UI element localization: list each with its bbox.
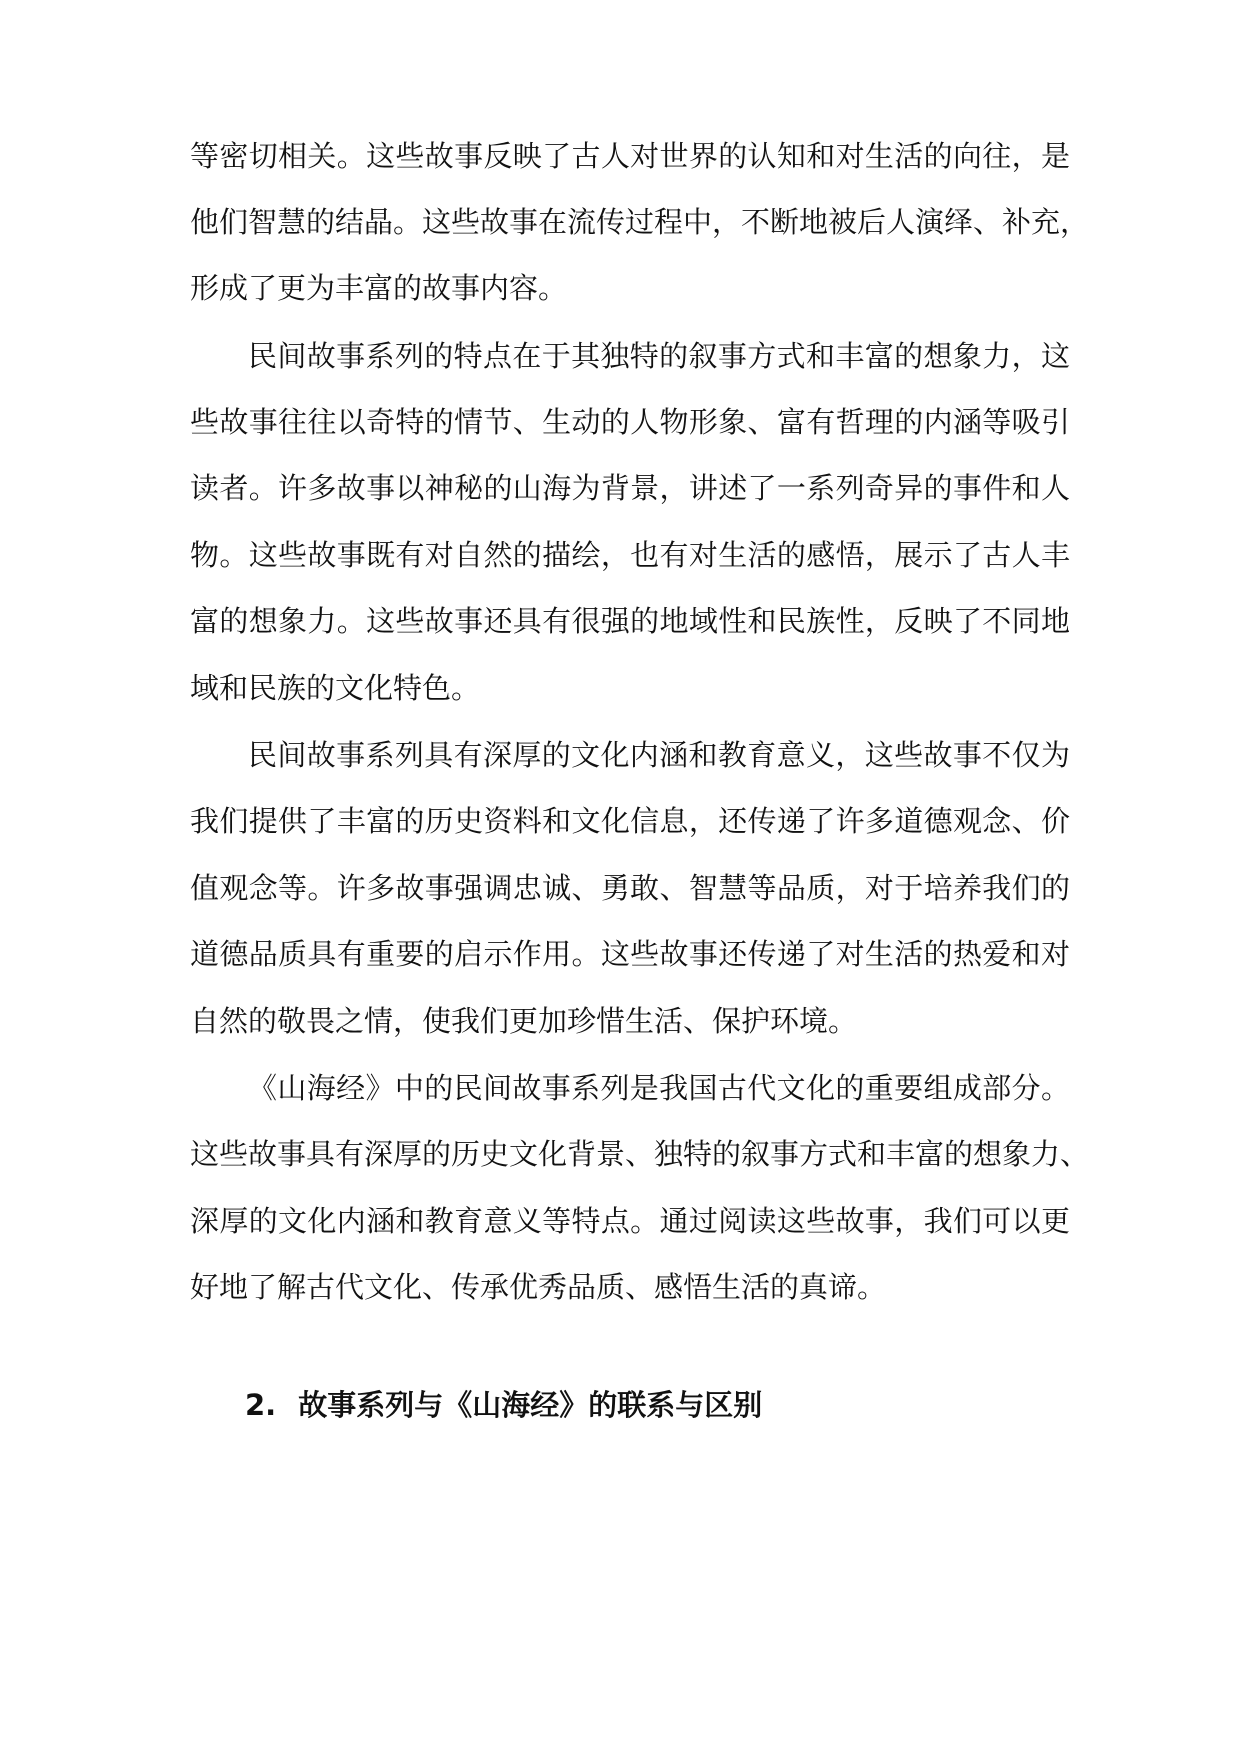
paragraph-line: 形成了更为丰富的故事内容。 bbox=[190, 271, 568, 305]
paragraph-line: 读者。许多故事以神秘的山海为背景，讲述了一系列奇异的事件和人 bbox=[190, 471, 1070, 505]
paragraph-line: 好地了解古代文化、传承优秀品质、感悟生活的真谛。 bbox=[190, 1270, 887, 1304]
paragraph-line: 民间故事系列具有深厚的文化内涵和教育意义，这些故事不仅为 bbox=[248, 738, 1070, 772]
section-heading bbox=[245, 1385, 762, 1425]
paragraph-line: 域和民族的文化特色。 bbox=[190, 671, 481, 705]
paragraph-line: 道德品质具有重要的启示作用。这些故事还传递了对生活的热爱和对 bbox=[190, 937, 1070, 971]
paragraph-line: 他们智慧的结晶。这些故事在流传过程中，不断地被后人演绎、补充， bbox=[190, 205, 1090, 239]
paragraph-line: 自然的敬畏之情，使我们更加珍惜生活、保护环境。 bbox=[190, 1004, 858, 1038]
paragraph-line: 《山海经》中的民间故事系列是我国古代文化的重要组成部分。 bbox=[248, 1071, 1070, 1105]
paragraph-line: 深厚的文化内涵和教育意义等特点。通过阅读这些故事，我们可以更 bbox=[190, 1204, 1070, 1238]
paragraph-line: 我们提供了丰富的历史资料和文化信息，还传递了许多道德观念、价 bbox=[190, 804, 1070, 838]
paragraph-line: 富的想象力。这些故事还具有很强的地域性和民族性，反映了不同地 bbox=[190, 604, 1070, 638]
section-title: 故事系列与《山海经》的联系与区别 bbox=[298, 1388, 763, 1422]
paragraph-line: 些故事往往以奇特的情节、生动的人物形象、富有哲理的内涵等吸引 bbox=[190, 405, 1070, 439]
paragraph-line: 民间故事系列的特点在于其独特的叙事方式和丰富的想象力，这 bbox=[248, 339, 1070, 373]
section-number: 2. bbox=[245, 1388, 277, 1422]
paragraph-line: 等密切相关。这些故事反映了古人对世界的认知和对生活的向往，是 bbox=[190, 139, 1070, 173]
paragraph-line: 值观念等。许多故事强调忠诚、勇敢、智慧等品质，对于培养我们的 bbox=[190, 871, 1070, 905]
paragraph-line: 这些故事具有深厚的历史文化背景、独特的叙事方式和丰富的想象力、 bbox=[190, 1137, 1090, 1171]
paragraph-line: 物。这些故事既有对自然的描绘，也有对生活的感悟，展示了古人丰 bbox=[190, 538, 1070, 572]
